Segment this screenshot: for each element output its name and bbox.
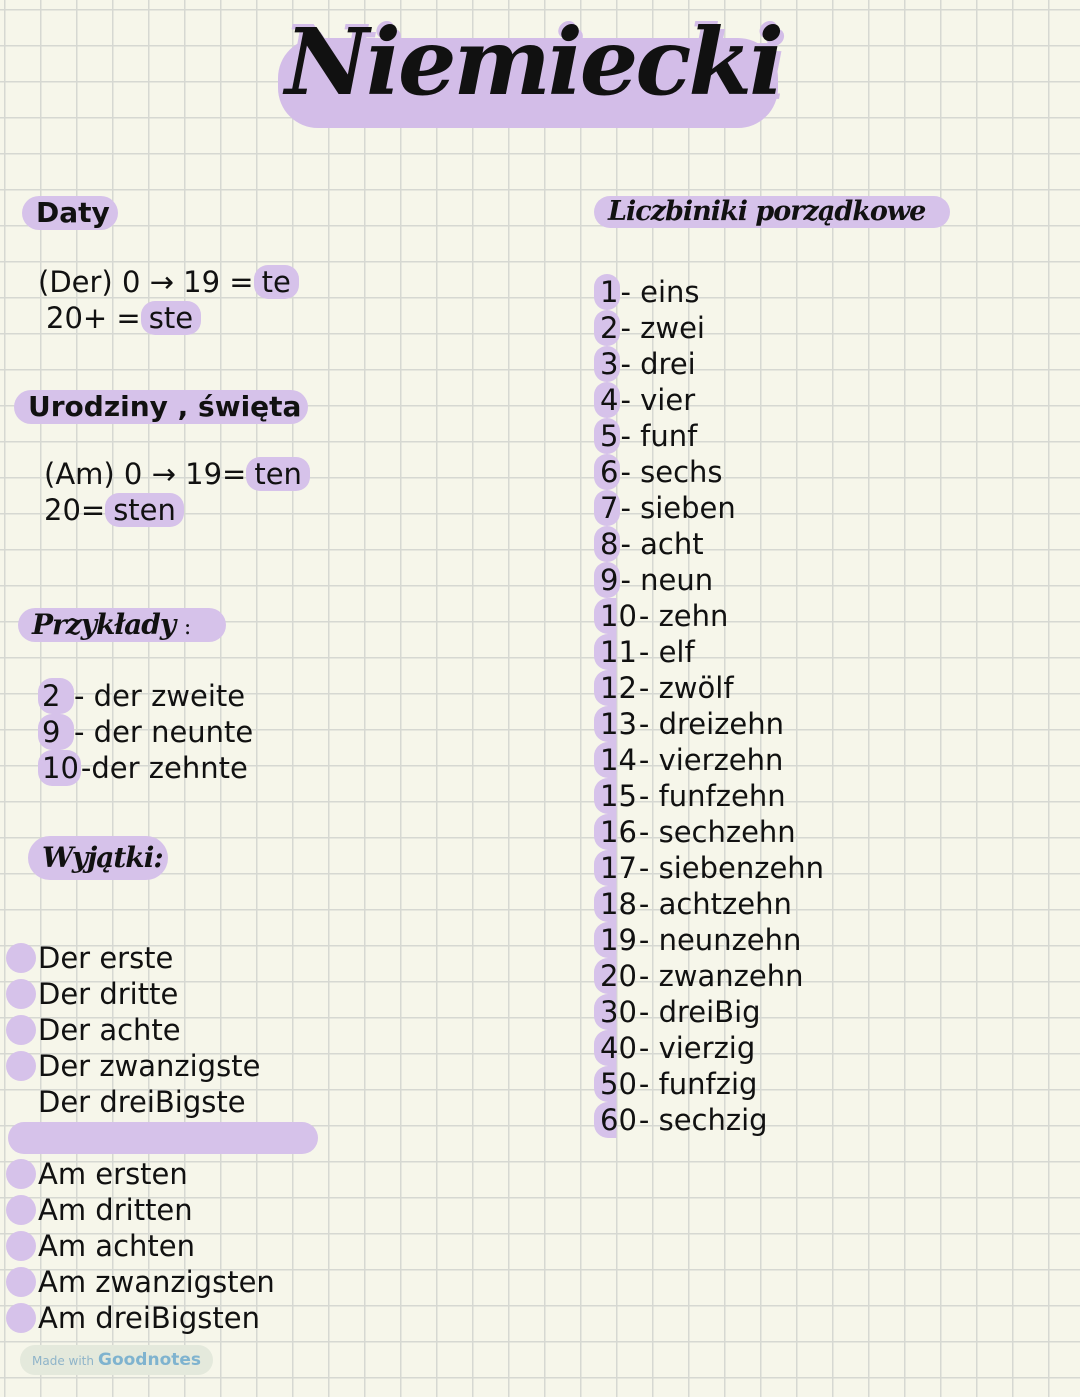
ordinal-row [594, 274, 824, 310]
urodziny-suffix-ten: ten [246, 457, 310, 491]
list-item-text: Der dreiBigste [38, 1085, 246, 1119]
daty-line-1-mid: 19 = [183, 265, 254, 299]
list-item-text: Der dritte [38, 977, 179, 1011]
list-item [38, 678, 253, 714]
ordinal-word: - zwölf [638, 671, 734, 705]
ordinal-number: 2 [594, 310, 620, 346]
page-title: Niemiecki [284, 8, 782, 116]
ordinal-word: - funfzig [638, 1067, 758, 1101]
daty-heading: Daty [22, 196, 118, 230]
ordinal-row [594, 634, 824, 670]
ordinal-row [594, 1066, 824, 1102]
urodziny-heading: Urodziny , święta [14, 390, 308, 424]
ordinal-row [594, 922, 824, 958]
page-title-block [268, 8, 788, 148]
ordinal-row [594, 742, 824, 778]
list-item-text: Der achte [38, 1013, 181, 1047]
list-item-num: 10 [38, 750, 81, 786]
ordinal-word: - neun [620, 563, 714, 597]
bullet-dot [6, 1195, 36, 1225]
przyklady-list [38, 678, 253, 786]
ordinal-row [594, 670, 824, 706]
ordinal-number: 10 [594, 598, 639, 634]
list-item [38, 750, 253, 786]
ordinal-number: 14 [594, 742, 639, 778]
list-item [38, 714, 253, 750]
ordinal-number: 50 [594, 1066, 639, 1102]
ordinal-row [594, 958, 824, 994]
ordinal-number: 5 [594, 418, 620, 454]
daty-line-2 [46, 300, 201, 336]
daty-line-1-prefix: (Der) 0 [38, 265, 141, 299]
ordinal-number: 16 [594, 814, 639, 850]
ordinal-number: 20 [594, 958, 639, 994]
wyjatki-am-list [0, 1156, 320, 1336]
ordinal-word: - zwanzehn [638, 959, 804, 993]
ordinal-word: - sechzehn [638, 815, 796, 849]
liczebniki-heading: Liczbiniki porządkowe [594, 196, 950, 228]
ordinal-word: - acht [620, 527, 704, 561]
ordinal-word: - eins [620, 275, 700, 309]
ordinal-row [594, 490, 824, 526]
list-item-text: -der zehnte [80, 751, 248, 785]
ordinal-word: - neunzehn [638, 923, 802, 957]
ordinal-word: - sieben [620, 491, 736, 525]
list-item [0, 1156, 320, 1192]
list-item [0, 1228, 320, 1264]
ordinal-row [594, 994, 824, 1030]
ordinal-word: - sechs [620, 455, 723, 489]
list-item-text: Am dreiBigsten [38, 1301, 260, 1335]
ordinal-number: 6 [594, 454, 620, 490]
urodziny-line-1-mid: 19= [185, 457, 247, 491]
ordinal-number: 17 [594, 850, 639, 886]
ordinal-number: 8 [594, 526, 620, 562]
przyklady-colon: : [183, 615, 191, 640]
ordinal-number: 4 [594, 382, 620, 418]
list-item-text: Der erste [38, 941, 174, 975]
ordinal-row [594, 814, 824, 850]
wyjatki-heading: Wyjątki: [28, 836, 168, 880]
list-item [0, 940, 320, 976]
bullet-dot [6, 1051, 36, 1081]
ordinal-number: 60 [594, 1102, 639, 1138]
ordinal-number: 15 [594, 778, 639, 814]
urodziny-line-1-prefix: (Am) 0 [44, 457, 143, 491]
list-item-text: Am zwanzigsten [38, 1265, 275, 1299]
ordinal-word: - dreiBig [638, 995, 761, 1029]
list-item-num: 9 [38, 714, 74, 750]
bullet-dot [6, 979, 36, 1009]
ordinal-row [594, 1030, 824, 1066]
bullet-dot [6, 1159, 36, 1189]
bullet-dot [6, 1015, 36, 1045]
list-item-text: Der zwanzigste [38, 1049, 261, 1083]
list-item [0, 1012, 320, 1048]
list-item [0, 1264, 320, 1300]
bullet-dot [6, 1303, 36, 1333]
ordinal-word: - vierzig [638, 1031, 756, 1065]
ordinal-word: - zwei [620, 311, 705, 345]
ordinal-word: - funfzehn [638, 779, 786, 813]
list-item-text: Am achten [38, 1229, 195, 1263]
list-item-text: - der zweite [74, 679, 246, 713]
urodziny-line-2-prefix: 20= [44, 493, 106, 527]
ordinal-word: - elf [638, 635, 695, 669]
ordinal-row [594, 346, 824, 382]
ordinal-row [594, 382, 824, 418]
ordinal-row [594, 706, 824, 742]
list-item [0, 1192, 320, 1228]
ordinal-row [594, 1102, 824, 1138]
ordinal-word: - zehn [638, 599, 729, 633]
daty-suffix-ste: ste [141, 301, 201, 335]
ordinal-row [594, 850, 824, 886]
ordinal-row [594, 526, 824, 562]
ordinal-number: 40 [594, 1030, 639, 1066]
ordinal-row [594, 778, 824, 814]
ordinal-word: - vier [620, 383, 696, 417]
arrow-icon: → [151, 457, 176, 491]
urodziny-suffix-sten: sten [105, 493, 184, 527]
urodziny-line-1 [44, 456, 310, 492]
list-item [0, 1048, 320, 1084]
ordinal-number: 12 [594, 670, 639, 706]
ordinal-number: 30 [594, 994, 639, 1030]
divider-highlight [8, 1122, 318, 1154]
arrow-icon: → [149, 265, 174, 299]
ordinal-word: - funf [620, 419, 698, 453]
list-item-num: 2 [38, 678, 74, 714]
ordinal-row [594, 454, 824, 490]
ordinal-row [594, 598, 824, 634]
watermark-brand: Goodnotes [97, 1350, 202, 1370]
ordinal-number: 13 [594, 706, 639, 742]
ordinal-number: 11 [594, 634, 639, 670]
ordinal-word: - achtzehn [638, 887, 792, 921]
ordinal-list [594, 274, 824, 1138]
ordinal-word: - siebenzehn [638, 851, 825, 885]
ordinal-word: - dreizehn [638, 707, 785, 741]
list-item-text: Am dritten [38, 1193, 193, 1227]
ordinal-number: 9 [594, 562, 620, 598]
ordinal-word: - vierzehn [638, 743, 784, 777]
list-item-text: Am ersten [38, 1157, 188, 1191]
ordinal-number: 7 [594, 490, 620, 526]
ordinal-row [594, 310, 824, 346]
przyklady-heading-text: Przykłady [32, 608, 176, 641]
ordinal-number: 1 [594, 274, 620, 310]
bullet-dot [6, 1267, 36, 1297]
ordinal-number: 18 [594, 886, 639, 922]
przyklady-heading [18, 608, 226, 642]
list-item [0, 976, 320, 1012]
daty-line-1 [38, 264, 299, 300]
ordinal-number: 3 [594, 346, 620, 382]
daty-line-2-prefix: 20+ = [46, 301, 141, 335]
list-item [0, 1300, 320, 1336]
list-item [0, 1084, 320, 1120]
goodnotes-watermark [20, 1345, 213, 1375]
ordinal-number: 19 [594, 922, 639, 958]
watermark-made-with: Made with [32, 1354, 94, 1368]
ordinal-row [594, 418, 824, 454]
bullet-dot [6, 943, 36, 973]
urodziny-line-2 [44, 492, 184, 528]
ordinal-row [594, 886, 824, 922]
daty-suffix-te: te [254, 265, 299, 299]
ordinal-row [594, 562, 824, 598]
ordinal-word: - drei [620, 347, 696, 381]
bullet-dot [6, 1231, 36, 1261]
list-item-text: - der neunte [74, 715, 254, 749]
wyjatki-der-list [0, 940, 320, 1120]
ordinal-word: - sechzig [638, 1103, 768, 1137]
